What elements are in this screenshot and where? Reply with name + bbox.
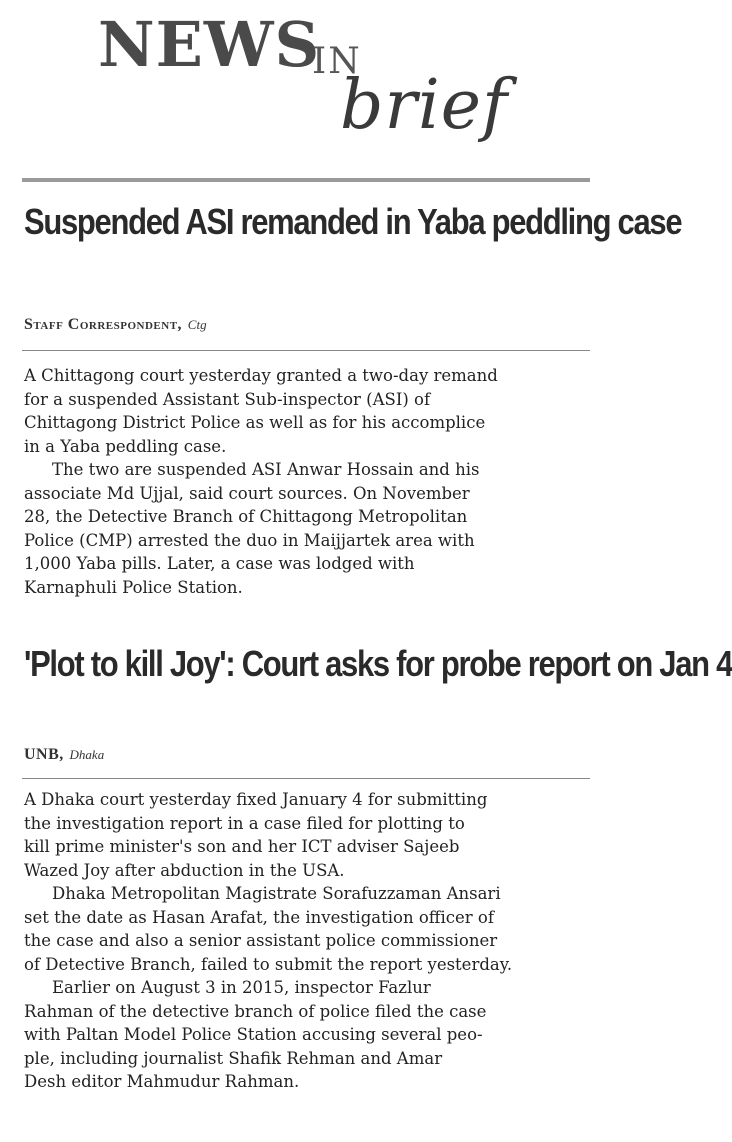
text-line: Karnaphuli Police Station. xyxy=(24,577,243,597)
text-line: Rahman of the detective branch of police filed the case xyxy=(24,1001,487,1021)
article-2-body xyxy=(24,788,592,1094)
text-line: with Paltan Model Police Station accusing several peo- xyxy=(24,1025,483,1044)
masthead-news: NEWS xyxy=(98,8,321,81)
paragraph xyxy=(24,458,592,599)
text-line: A Dhaka court yesterday fixed January 4 for submitting xyxy=(24,790,488,809)
text-line: Chittagong District Police as well as for his accomplice xyxy=(24,413,486,432)
byline-place: Dhaka xyxy=(69,747,105,762)
text-line: 28, the Detective Branch of Chittagong Metropolitan xyxy=(24,507,468,526)
article-2-headline xyxy=(24,640,732,688)
paragraph xyxy=(24,882,592,976)
article-1-headline xyxy=(24,198,682,246)
article-1-body xyxy=(24,364,592,599)
text-line: in a Yaba peddling case. xyxy=(24,436,227,456)
text-line: for a suspended Assistant Sub-inspector (ASI) of xyxy=(24,389,431,409)
text-line: Earlier on August 3 in 2015, inspector Fazlur xyxy=(52,978,431,997)
masthead-rule xyxy=(22,178,590,182)
text-line: Wazed Joy after abduction in the USA. xyxy=(24,860,345,880)
text-line: of Detective Branch, failed to submit the report yesterday. xyxy=(24,954,513,974)
paragraph xyxy=(24,364,592,458)
paragraph xyxy=(24,976,592,1094)
article-2-byline xyxy=(24,746,104,764)
masthead-brief: brief xyxy=(340,66,509,145)
paragraph xyxy=(24,788,592,882)
text-line: set the date as Hasan Arafat, the investigation officer of xyxy=(24,907,494,927)
text-line: Dhaka Metropolitan Magistrate Sorafuzzaman Ansari xyxy=(52,884,501,903)
article-1-rule xyxy=(22,350,590,351)
headline-line: probe report on Jan 4 xyxy=(440,643,732,684)
headline-line: 'Plot to kill Joy': Court asks for xyxy=(24,643,434,684)
news-in-brief-masthead xyxy=(0,0,601,180)
headline-line: peddling case xyxy=(491,201,682,242)
text-line: kill prime minister's son and her ICT adviser Sajeeb xyxy=(24,837,460,856)
text-line: associate Md Ujjal, said court sources. On November xyxy=(24,483,470,503)
text-line: Police (CMP) arrested the duo in Maijjartek area with xyxy=(24,530,475,550)
text-line: ple, including journalist Shafik Rehman and Amar xyxy=(24,1048,443,1068)
text-line: the case and also a senior assistant police commissioner xyxy=(24,931,498,950)
byline-place: Ctg xyxy=(187,317,207,332)
text-line: the investigation report in a case filed for plotting to xyxy=(24,813,465,833)
article-2-rule xyxy=(22,778,590,779)
text-line: A Chittagong court yesterday granted a two-day remand xyxy=(24,366,498,385)
masthead-in: IN xyxy=(312,41,362,82)
byline-author: Staff Correspondent, xyxy=(24,316,183,333)
byline-author: UNB, xyxy=(24,746,64,763)
text-line: The two are suspended ASI Anwar Hossain and his xyxy=(52,460,480,479)
text-line: 1,000 Yaba pills. Later, a case was lodged with xyxy=(24,554,415,573)
article-1-byline xyxy=(24,316,207,334)
text-line: Desh editor Mahmudur Rahman. xyxy=(24,1072,300,1091)
headline-line: Suspended ASI remanded in Yaba xyxy=(24,201,485,242)
